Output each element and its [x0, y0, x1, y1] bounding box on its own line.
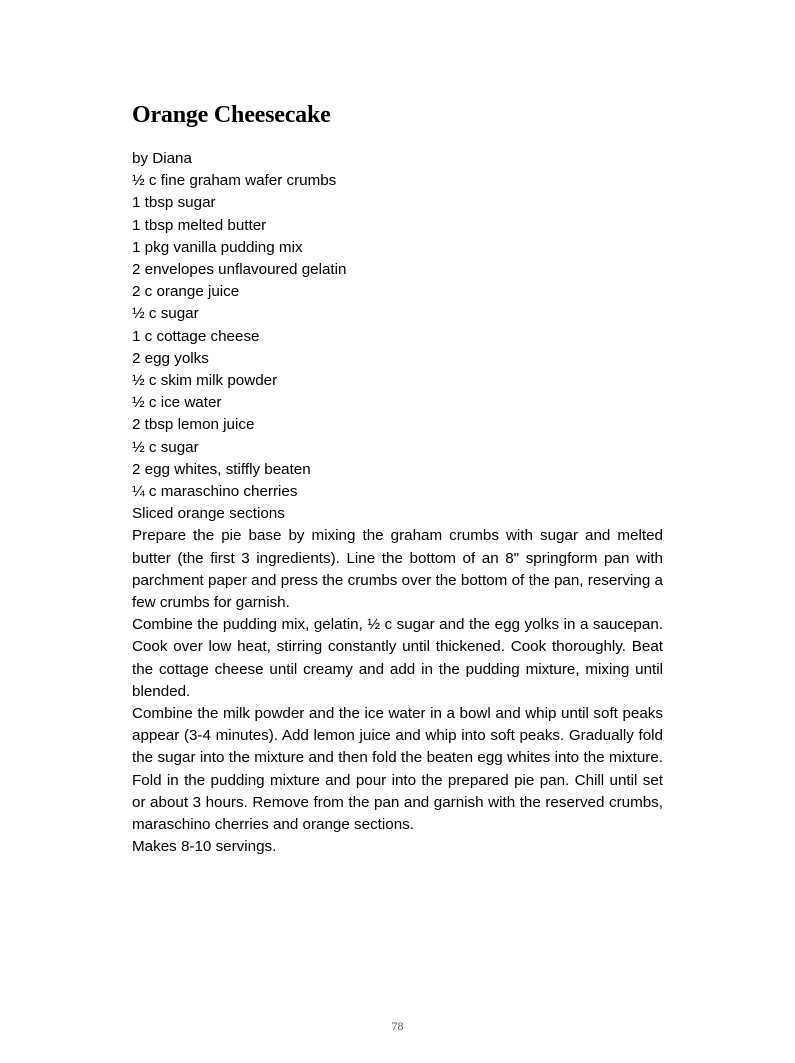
- recipe-author: by Diana: [132, 150, 192, 167]
- direction-step: Prepare the pie base by mixing the graham crumbs with sugar and melted butter (the first 3 ingredients). Line the bottom of an 8" springform pan with parchment paper and press the crumbs over the bottom of the pan, reserving a few crumbs for garnish.: [132, 527, 663, 612]
- ingredient-item: 2 envelopes unflavoured gelatin: [132, 261, 347, 279]
- ingredient-item: 1 c cottage cheese: [132, 327, 260, 345]
- direction-step: Combine the milk powder and the ice water in a bowl and whip until soft peaks appear (3-4 minutes). Add lemon juice and whip into soft peaks. Gradually fold the sugar into the mixture and then fold the beaten egg whites into the mixture. Fold in the pudding mixture and pour into the prepared pie pan. Chill until set or about 3 hours. Remove from the pan and garnish with the reserved crumbs, maraschino cherries and orange sections.: [132, 705, 663, 834]
- ingredient-item: ½ c fine graham wafer crumbs: [132, 172, 337, 190]
- ingredient-item: ½ c sugar: [132, 305, 199, 323]
- ingredient-item: Sliced orange sections: [132, 505, 285, 523]
- ingredient-item: ½ c skim milk powder: [132, 372, 278, 390]
- recipe-yield: Makes 8-10 servings.: [132, 838, 277, 856]
- directions: [132, 525, 663, 836]
- recipe-body: [132, 148, 663, 859]
- recipe-page: [132, 98, 663, 859]
- page-number: 78: [391, 1019, 404, 1033]
- ingredient-item: 2 egg yolks: [132, 349, 209, 367]
- ingredient-item: 2 c orange juice: [132, 283, 240, 301]
- ingredient-item: 2 egg whites, stiffly beaten: [132, 460, 311, 478]
- ingredient-item: 1 pkg vanilla pudding mix: [132, 238, 303, 256]
- ingredient-item: ½ c sugar: [132, 438, 199, 456]
- recipe-title: Orange Cheesecake: [132, 102, 331, 128]
- ingredient-item: 1 tbsp melted butter: [132, 216, 267, 234]
- direction-step: Combine the pudding mix, gelatin, ½ c sugar and the egg yolks in a saucepan. Cook over low heat, stirring constantly until thickened. Cook thoroughly. Beat the cottage cheese until creamy and add in the pudding mixture, mixing until blended.: [132, 616, 663, 700]
- ingredient-list: [132, 170, 663, 525]
- ingredient-item: 1 tbsp sugar: [132, 194, 216, 212]
- ingredient-item: ¼ c maraschino cherries: [132, 483, 298, 501]
- ingredient-item: ½ c ice water: [132, 394, 222, 412]
- ingredient-item: 2 tbsp lemon juice: [132, 416, 255, 434]
